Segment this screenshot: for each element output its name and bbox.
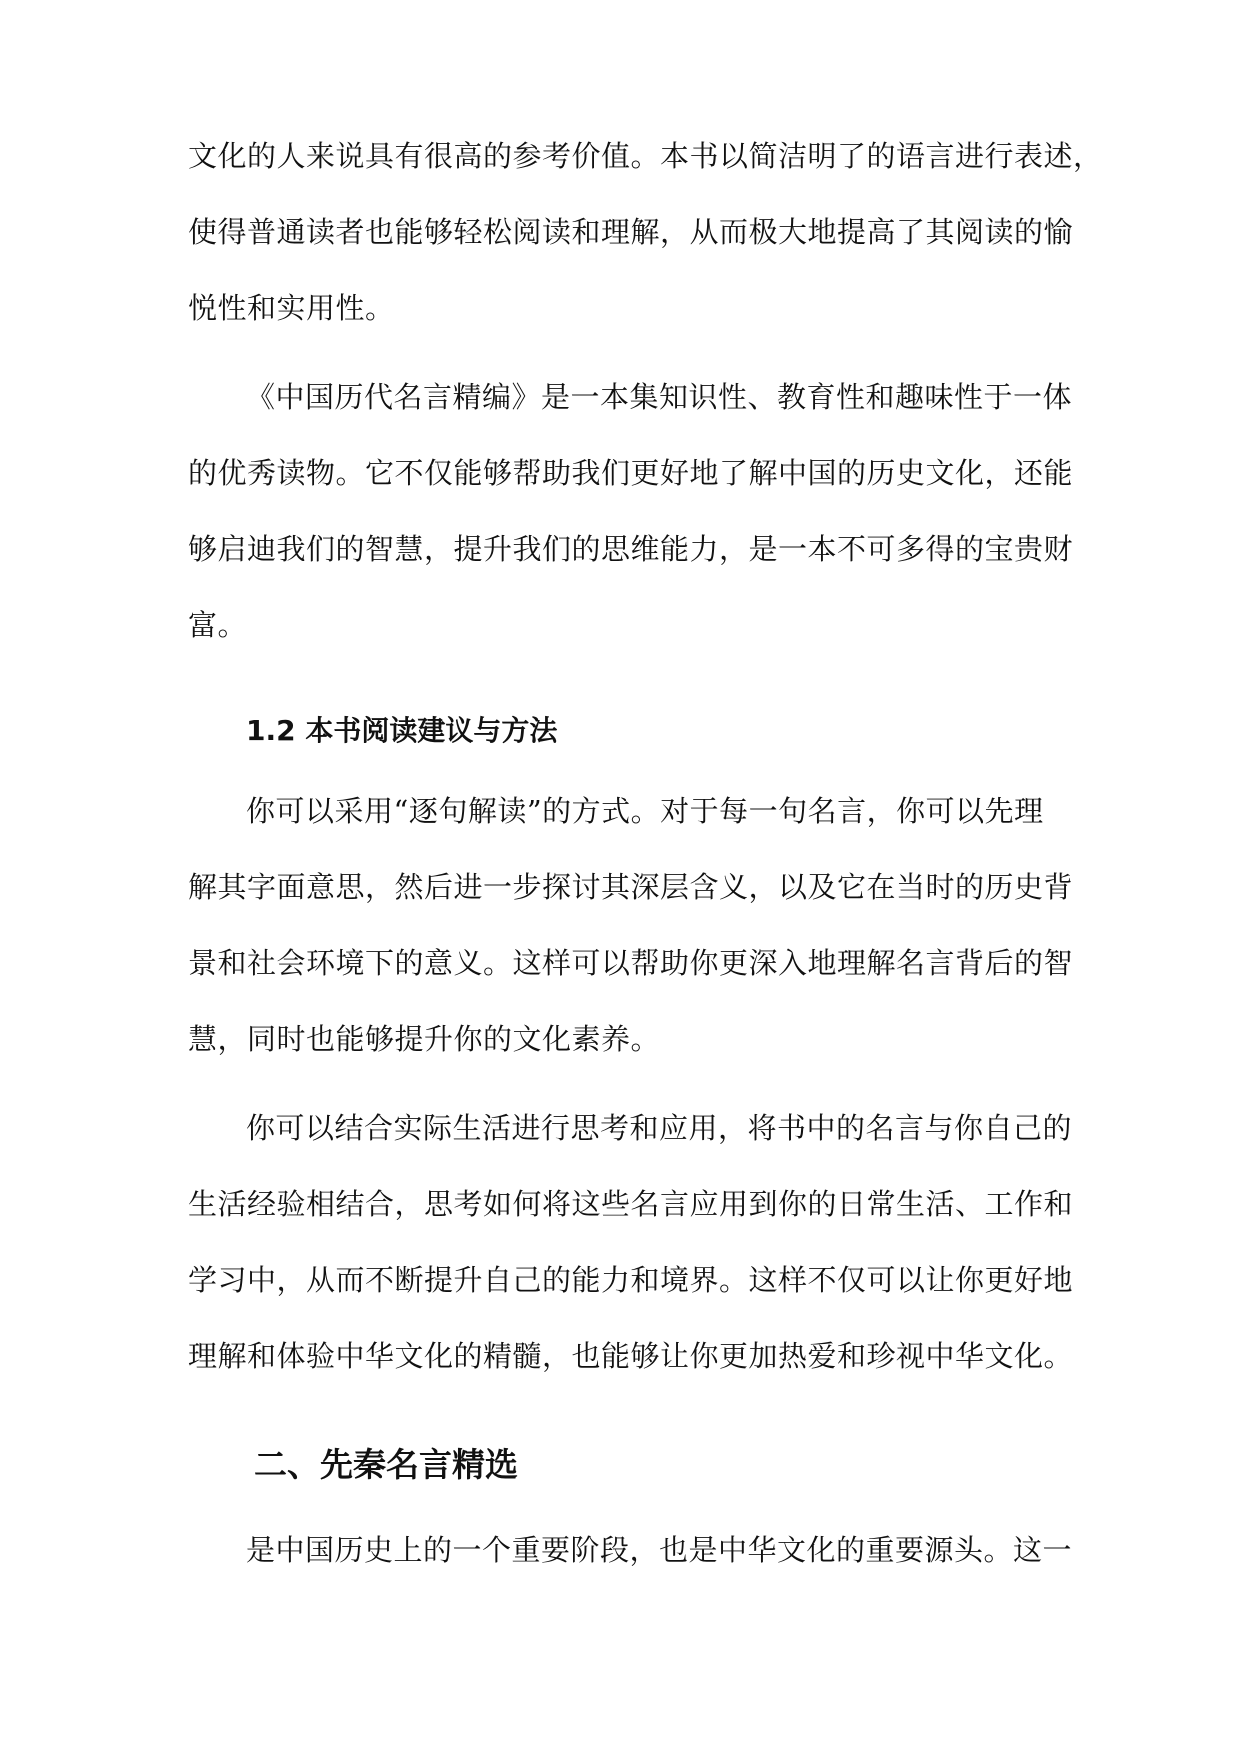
paragraph-line: 你可以结合实际生活进行思考和应用，将书中的名言与你自己的 — [246, 1111, 1073, 1145]
paragraph-line: 理解和体验中华文化的精髓，也能够让你更加热爱和珍视中华文化。 — [188, 1339, 1074, 1373]
section-heading: 1.2 本书阅读建议与方法 — [246, 714, 558, 747]
paragraph-line: 悦性和实用性。 — [188, 291, 395, 325]
paragraph-line: 解其字面意思，然后进一步探讨其深层含义，以及它在当时的历史背 — [188, 870, 1074, 904]
paragraph-line: 文化的人来说具有很高的参考价值。本书以简洁明了的语言进行表述， — [188, 139, 1103, 173]
paragraph-line: 你可以采用“逐句解读”的方式。对于每一句名言，你可以先理 — [246, 794, 1044, 828]
paragraph-line: 景和社会环境下的意义。这样可以帮助你更深入地理解名言背后的智 — [188, 946, 1074, 980]
paragraph-line: 学习中，从而不断提升自己的能力和境界。这样不仅可以让你更好地 — [188, 1263, 1074, 1297]
paragraph-line: 富。 — [188, 608, 248, 642]
paragraph-line: 使得普通读者也能够轻松阅读和理解，从而极大地提高了其阅读的愉 — [188, 215, 1074, 249]
chapter-heading: 二、先秦名言精选 — [254, 1445, 518, 1484]
paragraph-line: 生活经验相结合，思考如何将这些名言应用到你的日常生活、工作和 — [188, 1187, 1074, 1221]
paragraph-line: 够启迪我们的智慧，提升我们的思维能力，是一本不可多得的宝贵财 — [188, 532, 1074, 566]
paragraph-line: 是中国历史上的一个重要阶段，也是中华文化的重要源头。这一 — [246, 1533, 1073, 1567]
paragraph-line: 《中国历代名言精编》是一本集知识性、教育性和趣味性于一体 — [246, 380, 1073, 414]
paragraph-line: 的优秀读物。它不仅能够帮助我们更好地了解中国的历史文化，还能 — [188, 456, 1074, 490]
paragraph-line: 慧，同时也能够提升你的文化素养。 — [188, 1022, 661, 1056]
